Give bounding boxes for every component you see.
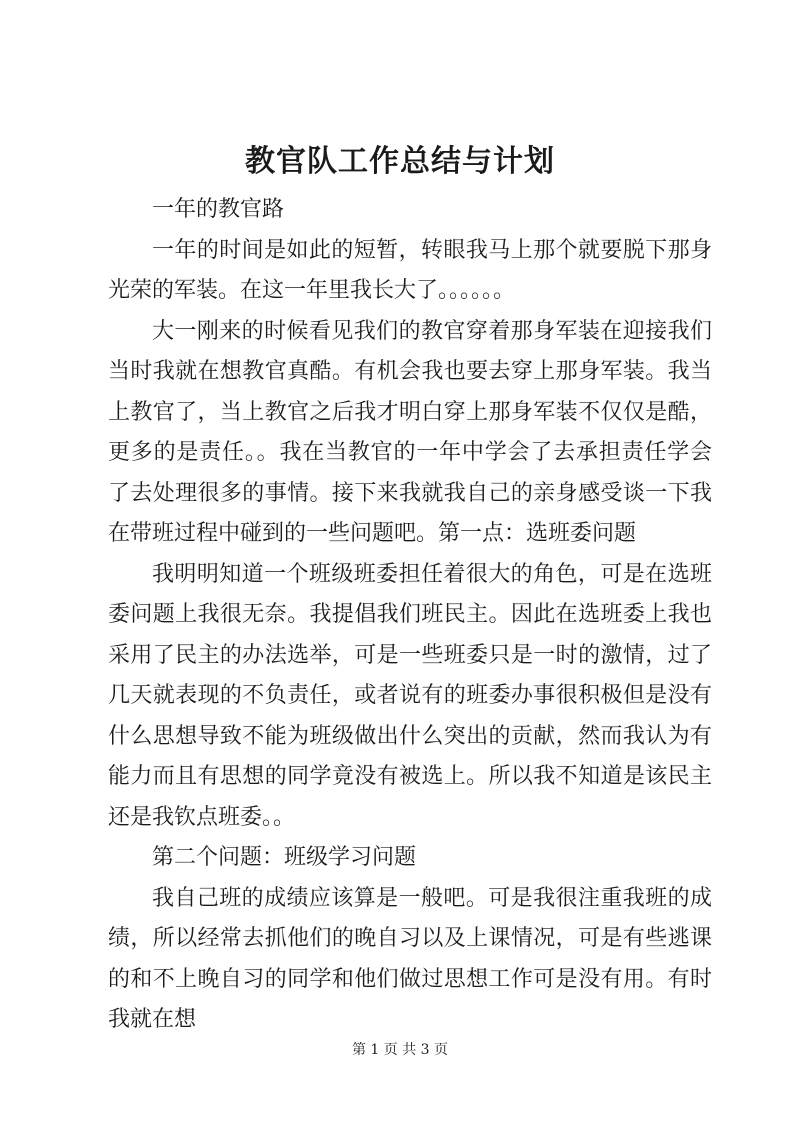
paragraph-heading-2: 第二个问题：班级学习问题 (152, 845, 417, 870)
paragraph: 一年的时间是如此的短暂，转眼我马上那个就要脱下那身光荣的军装。在这一年里我长大了。。。。。。 (108, 237, 712, 303)
document-body (108, 190, 712, 1041)
page-number-footer: 第 1 页 共 3 页 (351, 1042, 449, 1058)
paragraph: 大一刚来的时候看见我们的教官穿着那身军装在迎接我们当时我就在想教官真酷。有机会我也要去穿上那身军装。我当上教官了，当上教官之后我才明白穿上那身军装不仅仅是酷，更多的是责任。。我在当教官的一年中学会了去承担责任学会了去处理很多的事情。接下来我就我自己的亲身感受谈一下我在带班过程中碰到的一些问题吧。第一点：选班委问题 (108, 318, 712, 546)
paragraph: 我明明知道一个班级班委担任着很大的角色，可是在选班委问题上我很无奈。我提倡我们班民主。因此在选班委上我也采用了民主的办法选举，可是一些班委只是一时的激情，过了几天就表现的不负责任，或者说有的班委办事很积极但是没有什么思想导致不能为班级做出什么突出的贡献，然而我认为有能力而且有思想的同学竟没有被选上。所以我不知道是该民主还是我钦点班委。。 (108, 561, 712, 830)
document-title: 教官队工作总结与计划 (245, 144, 555, 179)
paragraph-heading-1: 一年的教官路 (152, 197, 285, 222)
paragraph: 我自己班的成绩应该算是一般吧。可是我很注重我班的成绩，所以经常去抓他们的晚自习以及上课情况，可是有些逃课的和不上晚自习的同学和他们做过思想工作可是没有用。有时我就在想 (108, 885, 712, 1032)
